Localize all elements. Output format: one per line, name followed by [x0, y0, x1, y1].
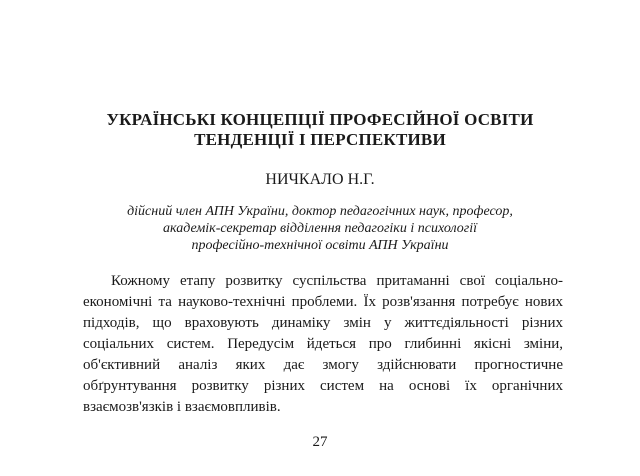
author-name: НИЧКАЛО Н.Г. [265, 171, 375, 188]
affiliation-line-2: академік-секретар відділення педагогіки і психології [163, 221, 477, 236]
title-line-1: УКРАЇНСЬКІ КОНЦЕПЦІЇ ПРОФЕСІЙНОЇ ОСВІТИ [106, 110, 534, 129]
affiliation-line-1: дійсний член АПН України, доктор педагогічних наук, професор, [127, 204, 513, 219]
affiliation-line-3: професійно-технічної освіти АПН України [191, 238, 449, 253]
title-line-2: ТЕНДЕНЦІЇ І ПЕРСПЕКТИВИ [194, 130, 446, 149]
page-number: 27 [312, 434, 328, 450]
body-paragraph: Кожному етапу розвитку суспільства притаманні свої соціально-економічні та науково-технічні проблеми. Їх розв'язання потребує нових підходів, що враховують динаміку змін у життєдіяльності різних соціальних систем. Передусім йдеться про глибинні якісні зміни, об'єктивний аналіз яких дає змогу здійснювати прогностичне обґрунтування розвитку різних систем на основі їх органічних взаємозв'язків і взаємовпливів. [83, 273, 563, 415]
